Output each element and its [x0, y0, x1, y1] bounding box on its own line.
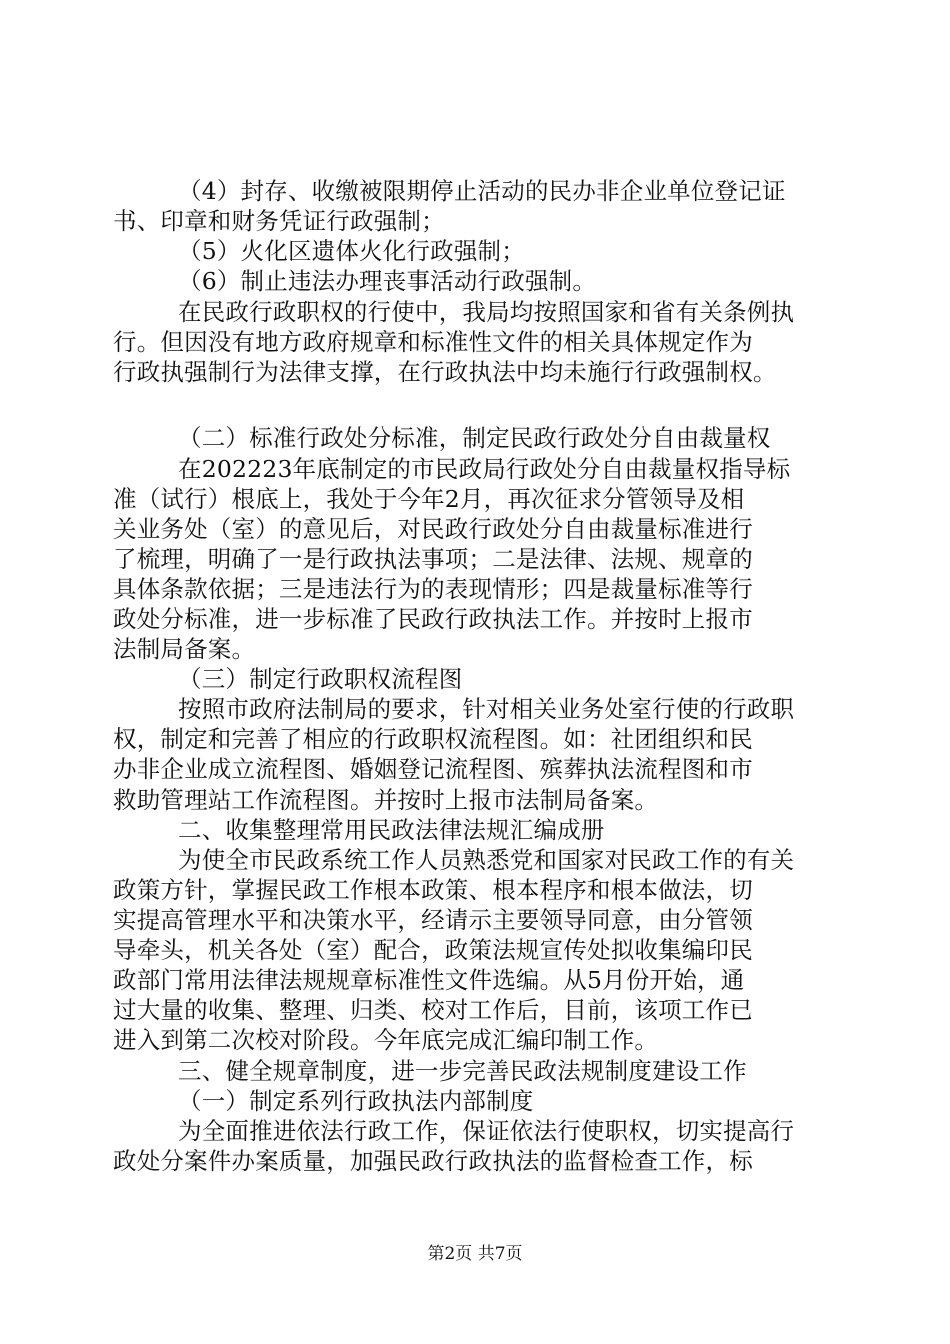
text-line: 在202223年底制定的市民政局行政处分自由裁量权指导标	[178, 455, 791, 483]
text-line: 书、印章和财务凭证行政强制；	[113, 207, 445, 235]
text-line: 政处分案件办案质量，加强民政行政执法的监督检查工作，标	[113, 1147, 753, 1175]
section-heading: 二、收集整理常用民政法律法规汇编成册	[178, 816, 605, 844]
page-number: 第2页 共7页	[427, 1244, 523, 1264]
text-line: 进入到第二次校对阶段。今年底完成汇编印制工作。	[113, 1026, 659, 1054]
section-heading: （二）标准行政处分标准，制定民政行政处分自由裁量权	[178, 424, 771, 452]
text-line: 过大量的收集、整理、归类、校对工作后，目前，该项工作已	[113, 996, 753, 1024]
text-line: 为全面推进依法行政工作，保证依法行使职权，切实提高行	[178, 1117, 795, 1145]
text-line: 准（试行）根底上，我处于今年2月，再次征求分管领导及相	[113, 485, 745, 513]
text-line: （5）火化区遗体火化行政强制；	[178, 237, 525, 265]
text-line: 具体条款依据；三是违法行为的表现情形；四是裁量标准等行	[113, 575, 753, 603]
section-heading: （三）制定行政职权流程图	[178, 665, 463, 693]
text-line: 政策方针，掌握民政工作根本政策、根本程序和根本做法，切	[113, 876, 753, 904]
text-line: 政部门常用法律法规规章标准性文件选编。从5月份开始，通	[113, 966, 745, 994]
text-line: 政处分标准，进一步标准了民政行政执法工作。并按时上报市	[113, 605, 753, 633]
section-heading: （一）制定系列行政执法内部制度	[178, 1087, 534, 1115]
text-line: 行。但因没有地方政府规章和标准性文件的相关具体规定作为	[113, 328, 753, 356]
text-line: 救助管理站工作流程图。并按时上报市法制局备案。	[113, 786, 659, 814]
text-line: 关业务处（室）的意见后，对民政行政处分自由裁量标准进行	[113, 515, 753, 543]
text-line: 实提高管理水平和决策水平，经请示主要领导同意，由分管领	[113, 906, 753, 934]
text-line: 为使全市民政系统工作人员熟悉党和国家对民政工作的有关	[178, 846, 795, 874]
text-line: 行政执强制行为法律支撑，在行政执法中均未施行行政强制权。	[113, 358, 777, 386]
section-heading: 三、健全规章制度，进一步完善民政法规制度建设工作	[178, 1057, 747, 1085]
text-line: 办非企业成立流程图、婚姻登记流程图、殡葬执法流程图和市	[113, 755, 753, 783]
text-line: （6）制止违法办理丧事活动行政强制。	[178, 267, 597, 295]
text-line: 导牵头，机关各处（室）配合，政策法规宣传处拟收集编印民	[113, 936, 753, 964]
text-line: 按照市政府法制局的要求，针对相关业务处室行使的行政职	[178, 695, 795, 723]
text-line: 在民政行政职权的行使中，我局均按照国家和省有关条例执	[178, 298, 795, 326]
text-line: 法制局备案。	[113, 635, 256, 663]
text-line: 权，制定和完善了相应的行政职权流程图。如：社团组织和民	[113, 725, 753, 753]
text-line: （4）封存、收缴被限期停止活动的民办非企业单位登记证	[178, 177, 786, 205]
text-line: 了梳理，明确了一是行政执法事项；二是法律、法规、规章的	[113, 545, 753, 573]
